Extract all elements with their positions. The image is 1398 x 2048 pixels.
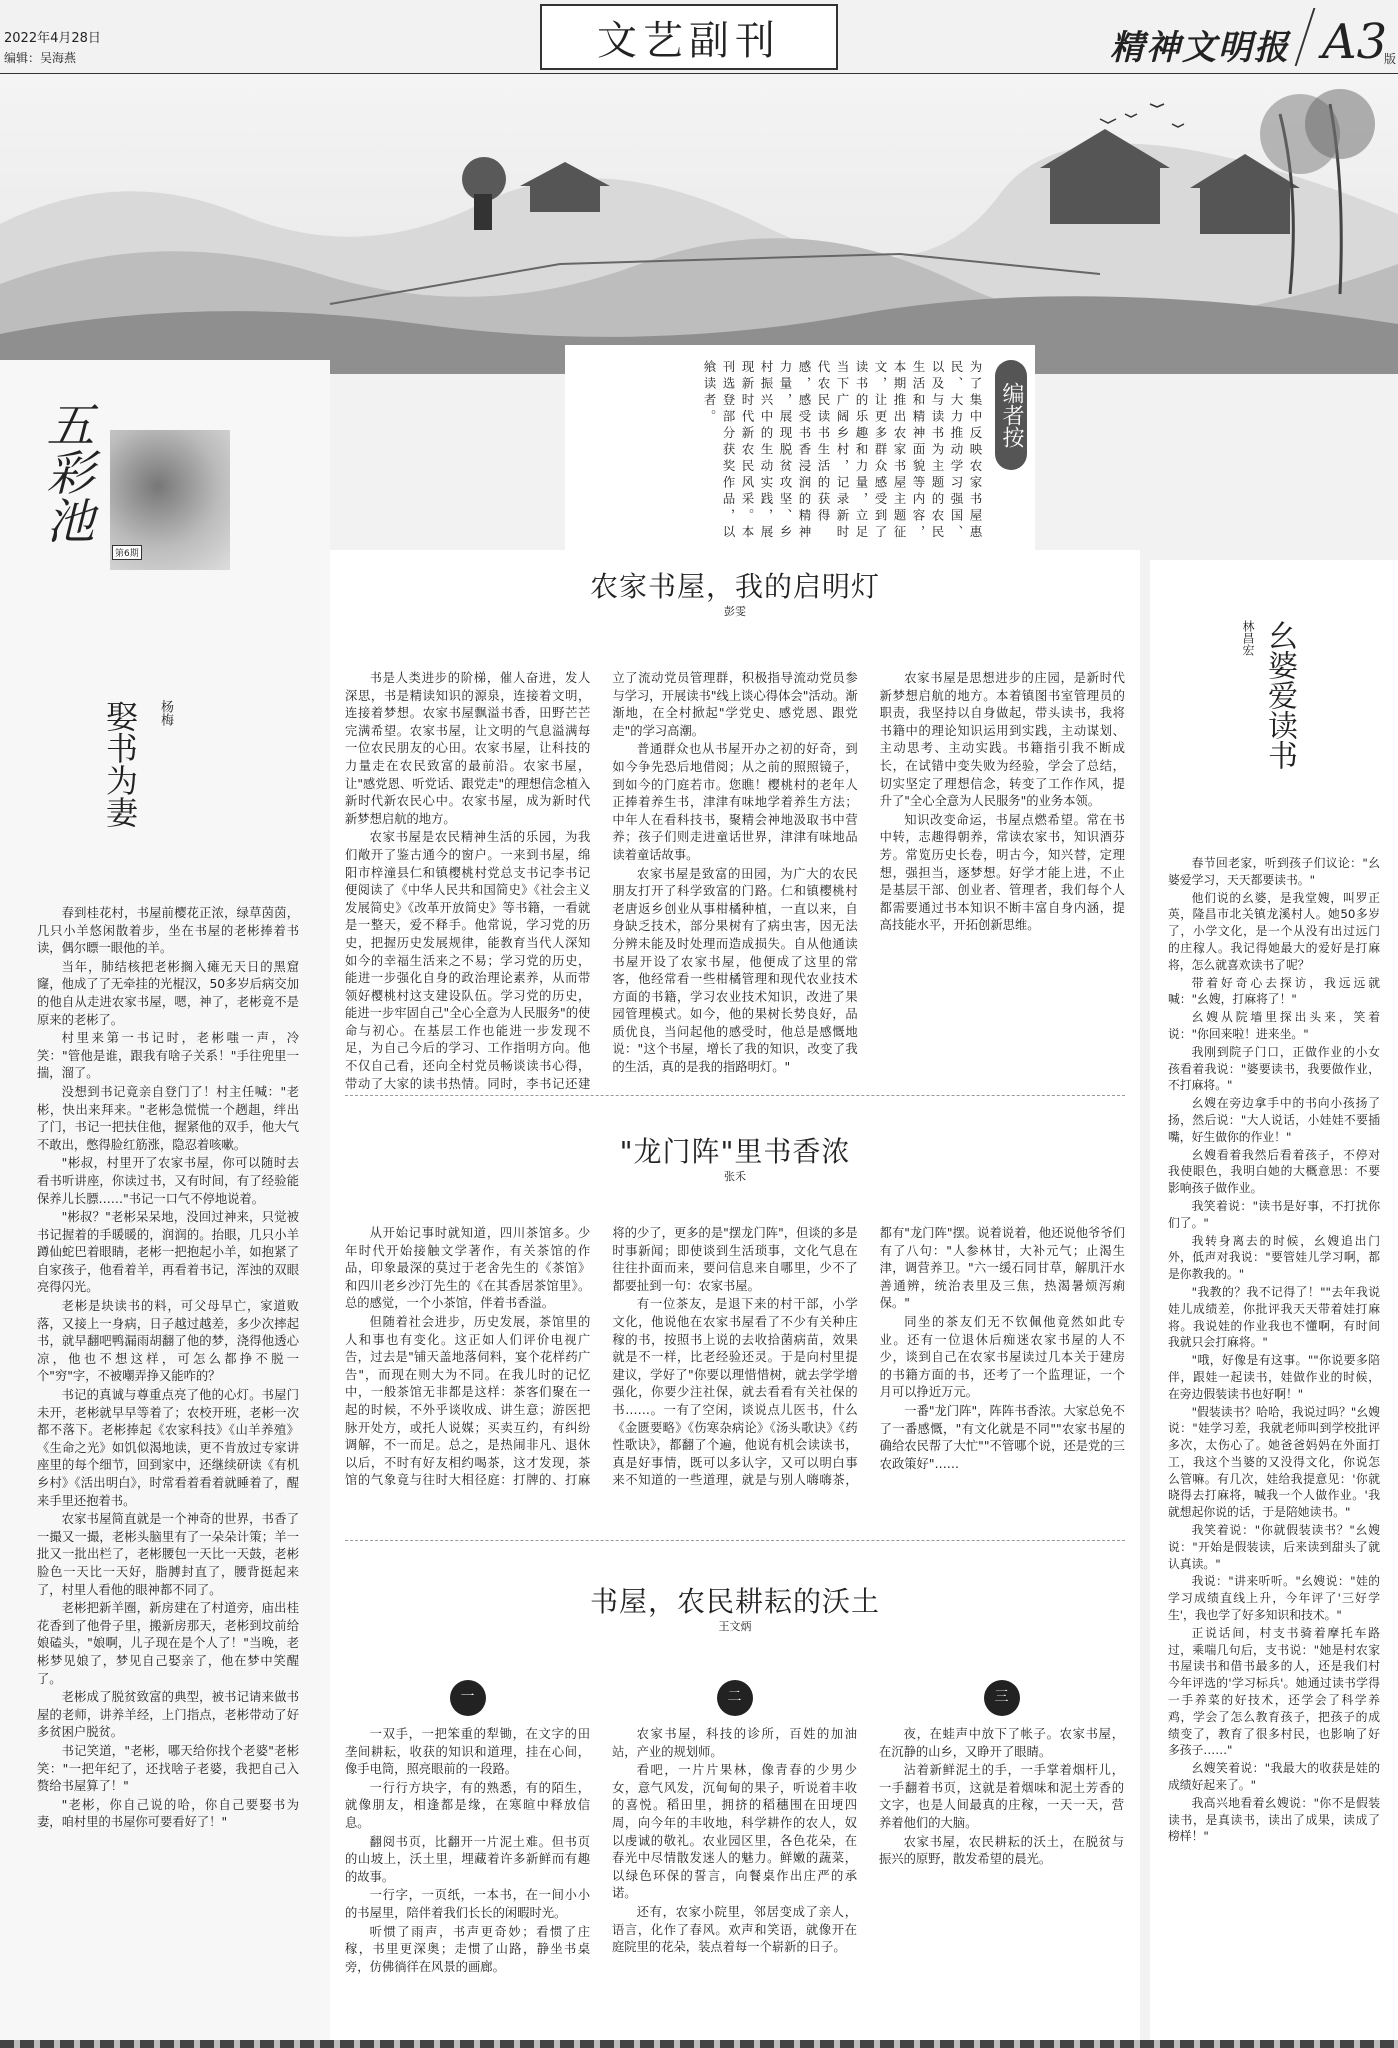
masthead-divider: [1295, 8, 1316, 66]
article5-para: "哦，好像是有这事。""你说要多陪伴，跟娃一起读书，娃做作业的时候，在旁边假装读书也好啊！": [1168, 1353, 1380, 1401]
article4-title: 书屋，农民耕耘的沃土: [589, 1585, 880, 1618]
article2-body: [345, 670, 1125, 1100]
article4-section3: [879, 1680, 1124, 2040]
article5-title: 幺婆爱读书: [1262, 620, 1297, 770]
article1-para: 没想到书记竟亲自登门了！村主任喊："老彬，快出来拜来。"老彬急慌慌一个趔趄，绊出了门，书记一把扶住他，握紧他的双手，他大气不敢出，憋得脸红筋涨，隐忍着咳嗽。: [37, 1084, 299, 1152]
article4-author: 王文炳: [718, 1620, 752, 1633]
section-title: 文艺副刊: [597, 17, 781, 64]
article3-para: 同坐的茶友们无不钦佩他竟然如此专业。还有一位退休后痴迷农家书屋的人不少，谈到自己在农家书屋读过几本关于建房的书籍方面的书，还考了一个监理证，一个月可以挣近万元。: [879, 1314, 1125, 1400]
article5-para: 幺嫂从院墙里探出头来，笑着说："你回来啦！进来坐。": [1168, 1010, 1380, 1041]
article4-para: 还有，农家小院里，邻居变成了亲人，语言，化作了春风。欢声和笑语，就像开在庭院里的花朵，装点着每一个崭新的日子。: [612, 1904, 857, 1955]
article5-author: 林昌宏: [1241, 620, 1255, 656]
article4-para: 听惯了雨声，书声更奇妙；看惯了庄稼，书里更深奥；走惯了山路，静坐书桌旁，仿佛徜徉在风景的画廊。: [345, 1924, 590, 1974]
article5-para: "我教的？我不记得了！""去年我说娃儿成绩差，你批评我天天带着娃打麻将。我说娃的作业我也不懂啊，有时间我就只会打麻将。": [1168, 1284, 1380, 1350]
article5-para: 他们说的幺婆，是我堂嫂，叫罗正英，隆昌市北关镇龙溪村人。她50多岁了，小学文化，是一个从没有出过远门的庄稼人。我记得她最大的爱好是打麻将，怎么就喜欢读书了呢？: [1168, 890, 1380, 972]
article5-body: [1168, 855, 1380, 2040]
column-name: 五彩池: [38, 400, 94, 544]
article2-para: 农家书屋是农民精神生活的乐园，为我们敞开了鉴古通今的窗户。一来到书屋，绵阳市梓潼县仁和镇樱桃村党总支书记李书记便阅读了《中华人民共和国简史》《社会主义发展简史》《改革开放简史》等书籍，一看就是一整天，爱不释手。他常说，学习党的历史，把握历史发展规律，能教育当代人深知如今的幸福生活来之不易；学习党的历史，能进一步强化自身的政治理论素养，从而带领好樱桃村这支建设队伍。学习党的历史，能进一步牢固自己"全心全意为人民服务"的使命与初心。在基层工作也能进一步发现不足，为自己今后的学习、工作指明方向。他不仅自己看，还向全村党员畅谈读书心得，带动了大家的读书热情。同时，李书记还建立了流动党员管理群，积极指导流动党员参与学习，开展读书"线上谈心得体会"活动。渐渐地，在全村掀起"学党史、感党恩、跟党走"的学习高潮。: [345, 671, 858, 1091]
article4-para: 翻阅书页，比翻开一片泥土难。但书页的山坡上，沃土里，埋藏着许多新鲜而有趣的故事。: [345, 1834, 590, 1884]
editor-credit: 编辑：吴海燕: [4, 51, 77, 65]
article2-author: 彭雯: [724, 605, 746, 618]
article4-para: 沾着新鲜泥土的手，一手掌着烟杆儿，一手翻着书页，这就是着烟味和泥土芳香的文字，也是人间最真的庄稼，一天一天，营养着他们的大脑。: [879, 1763, 1124, 1830]
page-number: A3: [1322, 14, 1388, 70]
article2-para: 知识改变命运，书屋点燃希望。常在书中转，志趣得朝养，常读农家书，知识酒芬芳。常览历史长卷，明古今，知兴替，定理想，强担当，逐梦想。好学才能上进，不止是基层干部、创业者、管理者，我们每个人都需要通过书本知识不断丰富自身内涵，提高技能水平，开拓创新思维。: [879, 812, 1125, 933]
article1-author: 杨梅: [158, 700, 173, 726]
article4-para: 农家书屋，农民耕耘的沃土，在脱贫与振兴的原野，散发希望的晨光。: [879, 1834, 1124, 1867]
page-suffix: 版: [1384, 52, 1397, 66]
article1-para: 老彬成了脱贫致富的典型，被书记请来做书屋的老师，讲养羊经，上门指点，老彬带动了好多贫困户脱贫。: [37, 1690, 299, 1740]
article2-para: 普通群众也从书屋开办之初的好奇，到如今争先恐后地借阅；从之前的照照镜子，到如今的门庭若市。您瞧！樱桃村的老年人正捧着养生书，津津有味地学着养生方法；中年人在看科技书，聚精会神地汲取书中营养；孩子们则走进童话世界，津津有味地品读着童话故事。: [612, 742, 858, 862]
article5-heading: [1260, 620, 1298, 810]
article5-para: 正说话间，村支书骑着摩托车路过，乘喘几句后，支书说："她是村农家书屋读书和借书最多的人，还是我们村今年评选的'学习标兵'。她通过读书学得一手养菜的好技术，还学会了科学养鸡，学会了怎么教育孩子，把孩子的成绩变了，教育了很多村民，也影响了好多孩子……": [1168, 1625, 1380, 1758]
article1-para: 当年，肺结核把老彬搁入瘫无天日的黑窟窿，他成了了无牵挂的光棍汉，50多岁后病交加的他自从走进农家书屋，嗯，神了，老彬竟不是原来的老彬了。: [37, 959, 299, 1027]
column-issue: 第6期: [112, 545, 142, 560]
article2-para: 书是人类进步的阶梯，催人奋进，发人深思，书是精读知识的源泉，连接着文明，连接着梦想。农家书屋飘溢书香，田野芒芒完满希望。农家书屋，让文明的气息溢满每一位农民朋友的心田。农家书屋，让科技的力量走在农民致富的最前沿。农家书屋，让"感党恩、听党话、跟党走"的理想信念植入新时代新农民心中。农家书屋，成为新时代新梦想启航的地方。: [345, 671, 591, 826]
article4-para: 农家书屋，科技的诊所，百姓的加油站，产业的规划师。: [612, 1727, 857, 1759]
article5-para: 幺嫂看着我然后看着孩子，不停对我使眼色，我明白她的大概意思：不要影响孩子做作业。: [1168, 1147, 1380, 1196]
landscape-illustration: [0, 74, 1398, 374]
section-title-box: [540, 4, 838, 70]
article5-para: 春节回老家，听到孩子们议论："幺婆爱学习，天天都要读书。": [1168, 856, 1380, 887]
editor-note-text: 为了集中反映农家书屋惠民、大力推动学习强国、以及与读书为主题的农民生活和精神面貌等内容，本期推出农家书屋主题征文，让更多群众感受到了读书的乐趣和力量，立足当下广阔乡村，记录新时代农民读书生活的获得感，感受书香浸润的精神力量，展现脱贫攻坚、乡村振兴中的生动实践，展现新时代新农民风采。本刊选登部分获奖作品，以飨读者。: [702, 360, 983, 542]
article1-para: 老彬是块读书的料，可父母早亡，家道败落，又接上一身病，日子越过越差，多少次摔起书，就早翻吧鸭漏雨胡翻了他的梦，浇得他透心凉，他也不想这样，可怎么都挣不脱一个"穷"字，不被嘲弄挣又能咋的？: [37, 1299, 299, 1384]
article5-para: 我高兴地看着幺嫂说："你不是假装读书，是真读书，读出了成果，读成了榜样！": [1168, 1795, 1380, 1844]
section-number-badge: 三: [984, 1680, 1020, 1716]
article1-para: "老彬，你自己说的哈，你自己要娶书为妻，咱村里的书屋你可要看好了！": [37, 1797, 299, 1830]
article3-para: 有一位茶友，是退下来的村干部，小学文化，他说他在农家书屋看了不少有关种庄稼的书，按照书上说的去收拾菌病苗，效果就是不一样，比老经验还灵。于是向村里提建议，学好了"你要以理惜惜树，就去学学增强化，你要少注社保，就去看看有关社保的书……。一有了空闲，谈说点儿医书，什么《金匮要略》《伤寒杂病论》《汤头歌诀》《药性歌诀》，都翻了个遍，他说有机会读读书，真是好事情，既可以多认字，又可以明白事来不知道的一些道理，就是与别人嗨嗨茶，都有"龙门阵"摆。说着说着，他还说他爷爷们有了八句："人参林甘，大补元气；止渴生津，调营养卫。"六一缓石同甘草，解肌汗水善通辨，统治表里及三焦，热渴暑烦泻痢保。": [612, 1226, 1125, 1488]
article1-title: 娶书为妻: [101, 700, 139, 828]
newspaper-masthead: 精神文明报: [1110, 28, 1290, 68]
article5-para: 我笑着说："读书是好事，不打扰你们了。": [1168, 1198, 1380, 1230]
article4-para: 一行字，一页纸，一本书，在一间小小的书屋里，陪伴着我们长长的闲暇时光。: [345, 1888, 590, 1920]
article5-para: 我说："讲来听听。"幺嫂说："娃的学习成绩直线上升，今年评了'三好学生'，我也学了好多知识和技术。": [1168, 1574, 1380, 1623]
article4-para: 一双手，一把笨重的犁锄，在文字的田垄间耕耘，收获的知识和道理，挂在心间，像手电筒，照亮眼前的一段路。: [345, 1727, 590, 1777]
article3-para: 从开始记事时就知道，四川茶馆多。少年时代开始接触文学著作，有关茶馆的作品，印象最深的莫过于老舍先生的《茶馆》和四川老乡沙汀先生的《在其香居茶馆里》。总的感觉，一个小茶馆，伴着书香溢。: [345, 1226, 591, 1311]
section-number-badge: 一: [450, 1680, 486, 1716]
article3-body: [345, 1225, 1125, 1495]
article1-para: "彬叔，村里开了农家书屋，你可以随时去看书听讲座，你读过书，又有时间，有了经验能保养儿长膘……"书记一口气不停地说着。: [37, 1156, 299, 1206]
article1-para: 农家书屋简直就是一个神奇的世界，书香了一撮又一撮，老彬头脑里有了一朵朵计策；羊一批又一批出栏了，老彬腰包一天比一天鼓，老彬脸色一天比一天好，脂膊封直了，腰背挺起来了，村里人看他的眼神都不同了。: [37, 1512, 299, 1597]
article2-title: 农家书屋，我的启明灯: [589, 570, 880, 603]
article5-para: 我刚到院子门口，正做作业的小女孩看着我说："婆要读书，我要做作业，不打麻将。": [1168, 1044, 1380, 1093]
article4-section1: [345, 1680, 590, 2040]
issue-date: 2022年4月28日: [4, 31, 101, 46]
article5-para: "假装读书？哈哈，我说过吗？"幺嫂说："娃学习差，我就老师叫到学校批评多次，太伤心了。她爸爸妈妈在外面打工，我这个当婆的又没得文化，你说怎么管嘛。有几次，娃给我提意见：'你就晓得去打麻将，喊我一个人做作业。'我就想起你说的话，于是陪她读书。": [1168, 1404, 1380, 1520]
article5-para: 幺嫂笑着说："我最大的收获是娃的成绩好起来了。": [1168, 1761, 1380, 1793]
article3-para: 但随着社会进步，历史发展，茶馆里的人和事也有变化。这正如人们评价电视广告，过去是"铺天盖地落伺料，宴个花样药广告"，而现在则大为不同。在我儿时的记忆中，一般茶馆无非都是这样：茶客们聚在一起的时候，不外乎谈收成、讲生意；游医把脉开处方，或托人说媒；买卖互约，有纠纷调解，不一而足。总之，是热闹非凡、退休以后，不时有好友相约喝茶，这才发现，茶馆的气象竟与往时大相径庭：打牌的、打麻将的少了，更多的是"摆龙门阵"，但谈的多是时事新闻；即使谈到生活琐事，文化气息在往往扑面而来，要问信息来自哪里，少不了都要扯到一句：农家书屋。: [345, 1226, 858, 1488]
section-divider: [345, 1540, 1125, 1541]
article1-para: 老彬把新羊圈，新房建在了村道旁，庙出桂花香到了他骨子里，搬新房那天，老彬到坟前给娘磕头，"娘啊，儿子现在是个人了！"当晚，老彬梦见娘了，梦见自己娶亲了，他在梦中笑醒了。: [37, 1601, 299, 1686]
section-divider: [345, 1095, 1125, 1096]
article5-para: 我转身离去的时候，幺嫂追出门外，低声对我说："要管娃儿学习啊，都是你教我的。": [1168, 1233, 1380, 1282]
article4-para: 看吧，一片片果林，像青春的少男少女，意气风发，沉甸甸的果子，听说着丰收的喜悦。稻田里，拥挤的稻穗围在田埂四周，向今年的丰收地，科学耕作的农人，奴以虔诚的敬礼。农业园区里，各色花朵，在春光中尽情散发迷人的魅力。鲜嫩的蔬菜，以绿色环保的誓言，向餐桌作出庄严的承诺。: [612, 1763, 857, 1901]
section-number-badge: 二: [717, 1680, 753, 1716]
article5-para: 幺嫂在旁边拿手中的书向小孩扬了扬，然后说："大人说话，小娃娃不要插嘴，好生做你的作业！": [1168, 1096, 1380, 1144]
article1-heading: [100, 700, 140, 870]
article1-para: "彬叔？"老彬呆呆地，没回过神来，只觉被书记握着的手暖暖的，润润的。抬眼，几只小羊蹲仙蛇巴着眼睛，老彬一把抱起小羊，如抱紧了自家孩子，他看着羊，再看着书记，浑浊的双眼亮得闪光。: [37, 1210, 299, 1295]
article2-para: 农家书屋是思想进步的庄园，是新时代新梦想启航的地方。本着镇图书室管理员的职责，我坚持以自身做起，带头读书，我将书籍中的理论知识运用到实践，主动谋划、主动思考、主动实践。书籍指引我不断成长，在试错中变失败为经验，学会了总结，切实坚定了理想信念，转变了工作作风，提升了"全心全意为人民服务"的业务本领。: [879, 671, 1125, 809]
article1-body: [37, 905, 299, 1833]
article3-para: 一番"龙门阵"，阵阵书香浓。大家总免不了一番感慨，"有文化就是不同""农家书屋的确给农民帮了大忙""不管哪个说，还是党的三农政策好"……: [879, 1403, 1125, 1471]
article1-para: 书记笑道，"老彬，哪天给你找个老婆"老彬笑："一把年纪了，还找啥子老婆，我把自己入赘给书屋算了！": [37, 1743, 299, 1794]
article1-para: 村里来第一书记时，老彬嗤一声，冷笑："管他是谁，跟我有啥子关系！"手往兜里一揣，溜了。: [37, 1031, 299, 1081]
article4-para: 夜，在蛙声中放下了帐子。农家书屋，在沉静的山乡，又睁开了眼睛。: [879, 1727, 1124, 1759]
bottom-border: [0, 2040, 1398, 2048]
article5-para: 带着好奇心去探访，我远远就喊："幺嫂，打麻将了！": [1168, 975, 1380, 1007]
article4-section2: [612, 1680, 857, 2040]
article1-para: 书记的真诚与尊重点亮了他的心灯。书屋门未开，老彬就早早等着了；农校开班，老彬一次都不落下。老彬捧起《农家科技》《山羊养殖》《生命之光》如饥似渴地读，更不肯放过专家讲座里的每个细节，回到家中，还继续研读《有机乡村》《活出明白》，时常看着看着就睡着了，醒来手里还抱着书。: [37, 1388, 299, 1508]
article2-para: 农家书屋是致富的田园，为广大的农民朋友打开了科学致富的门路。仁和镇樱桃村老唐返乡创业从事柑橘种植，一直以来，自身缺乏技术，部分果树有了病虫害，因无法分辨未能及时处理而造成损失。自从他通读书屋开设了农家书屋，他便成了这里的常客，他经常看一些柑橘管理和现代农业技术方面的书籍，学习农业技术知识，改进了果园管理模式。如今，他的果树长势良好，品质优良，当问起他的感受时，他总是感慨地说："这个书屋，增长了我的知识，改变了我的生活，真的是我的指路明灯。": [612, 866, 858, 1075]
article5-para: 我笑着说："你就假装读书？"幺嫂说："开始是假装读，后来读到甜头了就认真读。": [1168, 1523, 1380, 1571]
article3-author: 张禾: [724, 1170, 746, 1183]
editor-note-tag: 编者按: [995, 360, 1027, 470]
article4-para: 一行行方块字，有的熟悉，有的陌生，就像朋友，相逢都是缘，在寒暄中释放信息。: [345, 1780, 590, 1830]
article1-para: 春到桂花村，书屋前樱花正浓，绿草茵茵，几只小羊悠闲散着步，坐在书屋的老彬捧着书读，偶尔瞟一眼他的羊。: [37, 906, 299, 956]
article3-title: "龙门阵"里书香浓: [619, 1135, 851, 1168]
